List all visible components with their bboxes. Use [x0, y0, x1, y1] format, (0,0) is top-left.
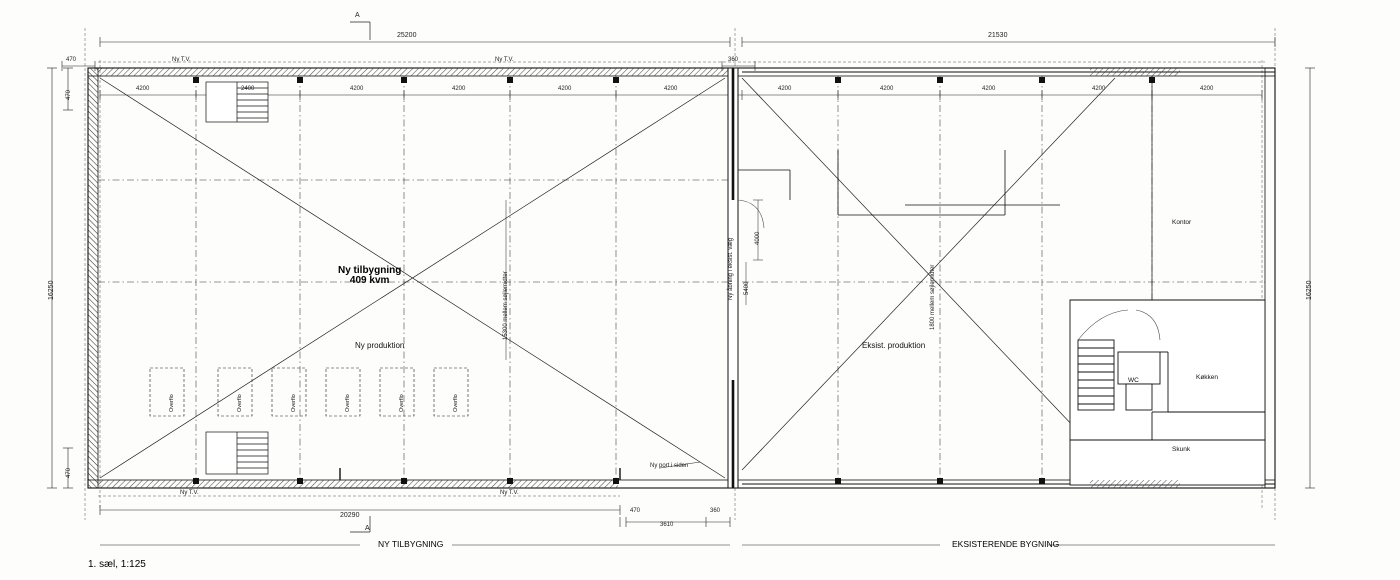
dim-bay-l3: 4200: [452, 86, 466, 92]
workstation-label: Overflo: [399, 394, 405, 412]
dim-wall-left: 470: [66, 57, 77, 63]
dim-bay-r4: 4200: [1092, 86, 1106, 92]
room-label-wc: WC: [1128, 377, 1139, 384]
workstation-label: Overflo: [237, 394, 243, 412]
dim-left-top-offset: 470: [66, 89, 72, 100]
dim-interior-existing: 1800 mellem søjlemidter: [930, 264, 936, 330]
bottom-title-existing: EKSISTERENDE BYGNING: [952, 539, 1060, 549]
room-label-ny-produktion: Ny produktion: [355, 341, 405, 350]
dim-right-overall: 16250: [1306, 280, 1313, 300]
dim-bottom-sub-2: 360: [710, 508, 721, 514]
dim-bay-small: 2400: [241, 86, 255, 92]
drawing-caption: 1. sæl, 1:125: [88, 559, 146, 570]
dim-bay-r1: 4200: [778, 86, 792, 92]
room-label-eksist-produktion: Eksist. produktion: [862, 341, 926, 350]
dim-interior-door-sub: 5400: [744, 281, 750, 295]
dim-wall-mid: 360: [728, 57, 739, 63]
dim-overall-left: 25200: [397, 32, 417, 39]
label-ny-tv-top-left: Ny T.V.: [172, 57, 191, 63]
dim-bay-l5: 4200: [664, 86, 678, 92]
dim-interior-door: 4000: [755, 231, 761, 245]
label-ny-tv-top-right: Ny T.V.: [495, 57, 514, 63]
dim-bay-r5: 4200: [1200, 86, 1214, 92]
bottom-title-new: NY TILBYGNING: [378, 539, 444, 549]
dim-left-bottom-offset: 470: [66, 467, 72, 478]
workstation-label: Overflo: [453, 394, 459, 412]
dim-bay-r2: 4200: [880, 86, 894, 92]
section-marker-bottom: A: [365, 525, 370, 532]
dim-interior-mid: 15300 mellem søjlemidter: [503, 271, 509, 340]
room-label-skunk: Skunk: [1172, 446, 1191, 453]
room-label-kokken: Køkken: [1196, 374, 1219, 381]
dim-bottom-span: 20290: [340, 512, 360, 519]
new-extension-area: 409 kvm: [349, 275, 390, 286]
room-label-kontor: Kontor: [1172, 219, 1192, 226]
note-opening-existing-wall: Ny åbning i eksist. væg: [728, 237, 734, 300]
label-ny-tv-bottom-left: Ny T.V.: [180, 490, 199, 496]
new-extension-name: Ny tilbygning: [338, 265, 402, 276]
dim-bottom-sub-0: 470: [630, 508, 641, 514]
dim-bay-l4: 4200: [558, 86, 572, 92]
dim-bay-l1: 4200: [136, 86, 150, 92]
workstation-label: Overflo: [345, 394, 351, 412]
dim-bottom-sub-1: 3610: [660, 522, 674, 528]
dim-bay-l2: 4200: [350, 86, 364, 92]
dim-left-overall: 16250: [48, 280, 55, 300]
section-marker-top: A: [355, 12, 360, 19]
workstation-label: Overflo: [291, 394, 297, 412]
label-ny-tv-bottom-right: Ny T.V.: [500, 490, 519, 496]
note-ny-port: Ny port i siden: [650, 463, 689, 469]
workstation-label: Overflo: [169, 394, 175, 412]
dim-bay-r3: 4200: [982, 86, 996, 92]
dim-overall-right: 21530: [988, 32, 1008, 39]
new-extension-title: [338, 266, 401, 286]
